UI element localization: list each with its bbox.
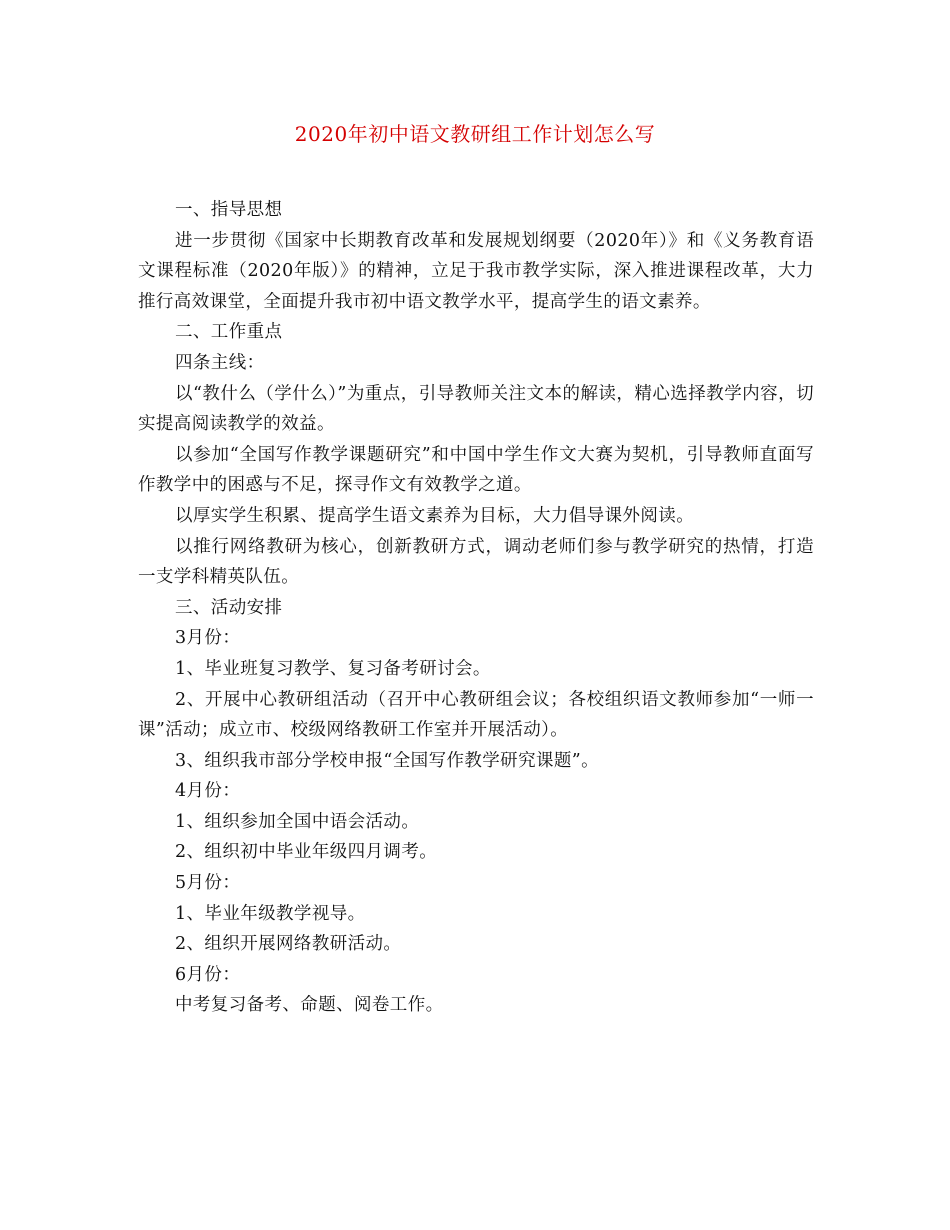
- list-item-april-1: 1、组织参加全国中语会活动。: [175, 811, 420, 832]
- list-item-march-3: 3、组织我市部分学校申报“全国写作教学研究课题”。: [175, 750, 600, 771]
- paragraph-main-line-4: 以推行网络教研为核心，创新教研方式，调动老师们参与教学研究的热情，打造一支学科精英队伍。: [138, 536, 814, 588]
- list-item-april-2: 2、组织初中毕业年级四月调考。: [175, 842, 438, 863]
- list-item-march-2: 2、开展中心教研组活动（召开中心教研组会议；各校组织语文教师参加“一师一课”活动；成立市、校级网络教研工作室并开展活动）。: [138, 689, 814, 741]
- list-item-may-2: 2、组织开展网络教研活动。: [175, 934, 402, 955]
- list-item-june-1: 中考复习备考、命题、阅卷工作。: [175, 995, 444, 1016]
- section-heading-activity-arrangement: 三、活动安排: [175, 597, 283, 618]
- list-item-may-1: 1、毕业年级教学视导。: [175, 903, 366, 924]
- month-heading-may: 5月份：: [175, 873, 241, 894]
- section-heading-work-focus: 二、工作重点: [175, 322, 283, 343]
- month-heading-june: 6月份：: [175, 964, 241, 985]
- list-item-march-1: 1、毕业班复习教学、复习备考研讨会。: [175, 658, 491, 679]
- paragraph-guiding-ideology: 进一步贯彻《国家中长期教育改革和发展规划纲要（2020年）》和《义务教育语文课程标准（2020年版）》的精神，立足于我市教学实际，深入推进课程改革，大力推行高效课堂，全面提升我市初中语文教学水平，提高学生的语文素养。: [138, 230, 814, 312]
- subheading-four-main-lines: 四条主线：: [175, 352, 265, 373]
- paragraph-main-line-2: 以参加“全国写作教学课题研究”和中国中学生作文大赛为契机，引导教师直面写作教学中的困惑与不足，探寻作文有效教学之道。: [138, 444, 814, 496]
- month-heading-april: 4月份：: [175, 781, 241, 802]
- document-body: [138, 195, 814, 1021]
- document-title: 2020年初中语文教研组工作计划怎么写: [294, 122, 656, 146]
- section-heading-guiding-ideology: 一、指导思想: [175, 200, 283, 220]
- month-heading-march: 3月份：: [175, 628, 241, 649]
- paragraph-main-line-3: 以厚实学生积累、提高学生语文素养为目标，大力倡导课外阅读。: [175, 505, 695, 526]
- paragraph-main-line-1: 以“教什么（学什么）”为重点，引导教师关注文本的解读，精心选择教学内容，切实提高阅读教学的效益。: [138, 383, 814, 435]
